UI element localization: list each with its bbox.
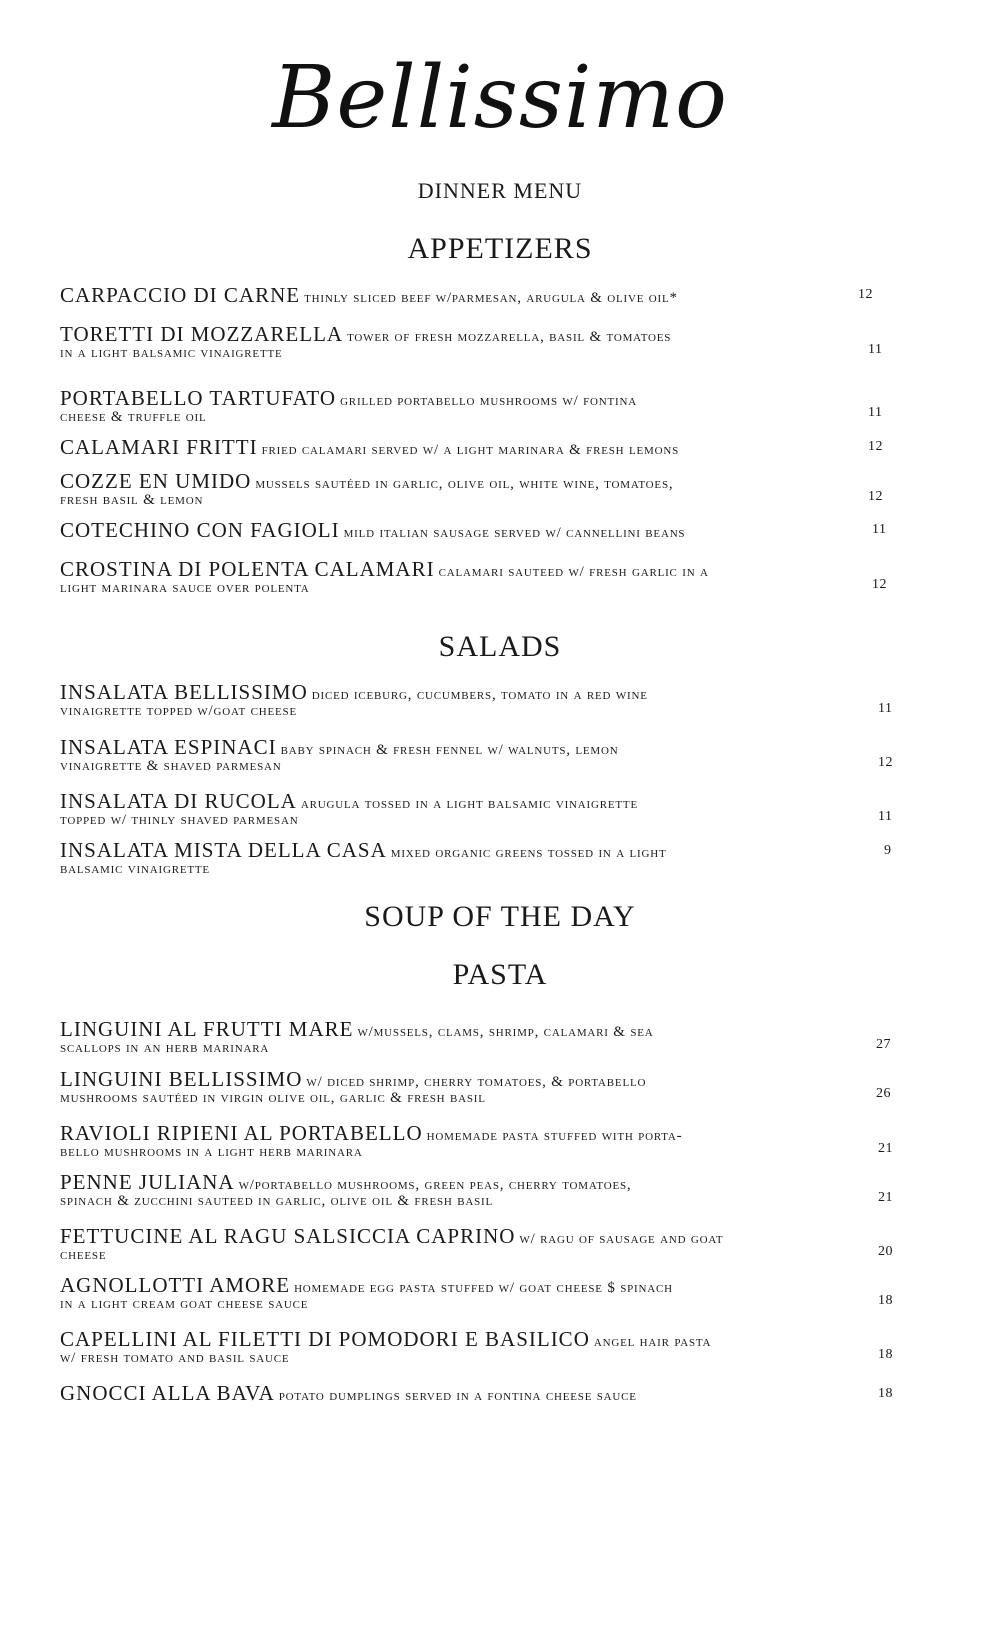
menu-item-description-cont: spinach & zucchini sauteed in garlic, olive oil & fresh basil bbox=[60, 1193, 493, 1209]
menu-item-description: w/mussels, clams, shrimp, calamari & sea bbox=[357, 1024, 654, 1040]
menu-item-description-cont: fresh basil & lemon bbox=[60, 492, 204, 508]
menu-item-price: 12 bbox=[878, 755, 893, 770]
menu-item bbox=[60, 1224, 940, 1264]
menu-item-description: baby spinach & fresh fennel w/ walnuts, lemon bbox=[280, 742, 619, 758]
menu-item-line bbox=[60, 1067, 940, 1092]
menu-item-price: 18 bbox=[878, 1347, 893, 1362]
menu-item-line bbox=[60, 322, 940, 347]
menu-item-price: 12 bbox=[868, 439, 883, 454]
menu-item-line bbox=[60, 1170, 940, 1195]
menu-item-description: tower of fresh mozzarella, basil & tomatoes bbox=[347, 329, 672, 345]
menu-item-description: thinly sliced beef w/parmesan, arugula & olive oil* bbox=[304, 290, 678, 306]
menu-item-price: 11 bbox=[878, 701, 893, 716]
section-title-pasta: PASTA bbox=[452, 958, 548, 991]
menu-item-line bbox=[60, 1327, 940, 1352]
menu-item-name: INSALATA BELLISSIMO bbox=[60, 680, 308, 704]
menu-item-price: 18 bbox=[878, 1386, 893, 1401]
menu-item bbox=[60, 1381, 940, 1406]
menu-item-description-cont: vinaigrette topped w/goat cheese bbox=[60, 703, 297, 719]
menu-item-line bbox=[60, 435, 940, 460]
menu-item-price: 9 bbox=[884, 843, 892, 858]
menu-item-price: 12 bbox=[872, 577, 887, 592]
menu-item bbox=[60, 789, 940, 829]
menu-item-name: TORETTI DI MOZZARELLA bbox=[60, 322, 344, 346]
menu-item-name: COZZE EN UMIDO bbox=[60, 469, 252, 493]
menu-item-description-cont: cheese bbox=[60, 1247, 107, 1263]
menu-item-line bbox=[60, 557, 940, 582]
menu-item-line bbox=[60, 838, 940, 863]
menu-item bbox=[60, 283, 940, 308]
menu-item-line bbox=[60, 735, 940, 760]
menu-item-description-cont: w/ fresh tomato and basil sauce bbox=[60, 1350, 290, 1366]
menu-item-description: w/ ragu of sausage and goat bbox=[519, 1231, 724, 1247]
menu-item-description: fried calamari served w/ a light marinara & fresh lemons bbox=[261, 442, 679, 458]
menu-item-description-cont: cheese & truffle oil bbox=[60, 409, 207, 425]
menu-item-line bbox=[60, 1121, 940, 1146]
menu-subtitle: DINNER MENU bbox=[417, 178, 583, 203]
menu-item-line bbox=[60, 518, 940, 543]
menu-item-description-cont: scallops in an herb marinara bbox=[60, 1040, 270, 1056]
menu-item-name: RAVIOLI RIPIENI AL PORTABELLO bbox=[60, 1121, 423, 1145]
menu-item-name: INSALATA DI RUCOLA bbox=[60, 789, 297, 813]
menu-item-name: PORTABELLO TARTUFATO bbox=[60, 386, 337, 410]
menu-item-description: w/ diced shrimp, cherry tomatoes, & portabello bbox=[306, 1074, 647, 1090]
menu-item-description-cont: bello mushrooms in a light herb marinara bbox=[60, 1144, 363, 1160]
menu-item-description: mussels sautéed in garlic, olive oil, white wine, tomatoes, bbox=[255, 476, 674, 492]
menu-item-line bbox=[60, 1381, 940, 1406]
menu-item-description: mild italian sausage served w/ cannellini beans bbox=[343, 525, 686, 541]
menu-item-description: homemade pasta stuffed with porta- bbox=[426, 1128, 683, 1144]
menu-item-description-cont: in a light cream goat cheese sauce bbox=[60, 1296, 309, 1312]
menu-item bbox=[60, 735, 940, 775]
menu-item bbox=[60, 386, 940, 426]
menu-item-name: CAPELLINI AL FILETTI DI POMODORI E BASILICO bbox=[60, 1327, 590, 1351]
menu-item-name: INSALATA MISTA DELLA CASA bbox=[60, 838, 387, 862]
menu-item-line bbox=[60, 680, 940, 705]
menu-item-price: 11 bbox=[868, 342, 883, 357]
menu-item bbox=[60, 1067, 940, 1107]
menu-item-name: AGNOLLOTTI AMORE bbox=[60, 1273, 291, 1297]
menu-item-line bbox=[60, 1224, 940, 1249]
menu-item-line bbox=[60, 1017, 940, 1042]
menu-item-description: potato dumplings served in a fontina cheese sauce bbox=[278, 1388, 637, 1404]
menu-item bbox=[60, 469, 940, 509]
menu-item-price: 27 bbox=[876, 1037, 891, 1052]
menu-item-name: COTECHINO CON FAGIOLI bbox=[60, 518, 340, 542]
menu-item-price: 11 bbox=[878, 809, 893, 824]
menu-item-price: 20 bbox=[878, 1244, 893, 1259]
menu-item-description: mixed organic greens tossed in a light bbox=[390, 845, 667, 861]
menu-item-price: 26 bbox=[876, 1086, 891, 1101]
menu-item-description: angel hair pasta bbox=[593, 1334, 712, 1350]
section-title-salads: SALADS bbox=[438, 630, 562, 663]
menu-item-description-cont: light marinara sauce over polenta bbox=[60, 580, 310, 596]
menu-item-line bbox=[60, 469, 940, 494]
menu-item-description: homemade egg pasta stuffed w/ goat cheese $ spinach bbox=[294, 1280, 673, 1296]
menu-item-line bbox=[60, 283, 940, 308]
menu-item bbox=[60, 435, 940, 460]
menu-item-name: INSALATA ESPINACI bbox=[60, 735, 277, 759]
menu-item-name: GNOCCI ALLA BAVA bbox=[60, 1381, 275, 1405]
section-title-soup: SOUP OF THE DAY bbox=[364, 900, 636, 933]
menu-item-line bbox=[60, 386, 940, 411]
menu-item bbox=[60, 557, 940, 597]
menu-item bbox=[60, 1170, 940, 1210]
menu-item-description-cont: balsamic vinaigrette bbox=[60, 861, 210, 877]
menu-item-name: CROSTINA DI POLENTA CALAMARI bbox=[60, 557, 435, 581]
menu-item-description-cont: topped w/ thinly shaved parmesan bbox=[60, 812, 299, 828]
menu-item-name: LINGUINI AL FRUTTI MARE bbox=[60, 1017, 354, 1041]
menu-item bbox=[60, 322, 940, 362]
menu-item bbox=[60, 680, 940, 720]
menu-item-description-cont: in a light balsamic vinaigrette bbox=[60, 345, 283, 361]
menu-item-description: calamari sauteed w/ fresh garlic in a bbox=[438, 564, 709, 580]
menu-item-line bbox=[60, 1273, 940, 1298]
menu-item-description-cont: mushrooms sautéed in virgin olive oil, garlic & fresh basil bbox=[60, 1090, 486, 1106]
menu-item bbox=[60, 518, 940, 543]
menu-item bbox=[60, 1121, 940, 1161]
menu-item-description: grilled portabello mushrooms w/ fontina bbox=[340, 393, 638, 409]
menu-item-price: 12 bbox=[858, 287, 873, 302]
menu-item-price: 18 bbox=[878, 1293, 893, 1308]
menu-item bbox=[60, 1327, 940, 1367]
menu-item-description: diced iceburg, cucumbers, tomato in a red wine bbox=[311, 687, 648, 703]
menu-item-description-cont: vinaigrette & shaved parmesan bbox=[60, 758, 282, 774]
menu-item bbox=[60, 1273, 940, 1313]
menu-item-name: FETTUCINE AL RAGU SALSICCIA CAPRINO bbox=[60, 1224, 516, 1248]
menu-item-price: 21 bbox=[878, 1190, 893, 1205]
menu-item-line bbox=[60, 789, 940, 814]
menu-item bbox=[60, 838, 940, 878]
section-title-appetizers: APPETIZERS bbox=[407, 232, 593, 265]
menu-item-price: 12 bbox=[868, 489, 883, 504]
restaurant-logo-text: Bellissimo bbox=[272, 48, 728, 148]
menu-item-price: 11 bbox=[872, 522, 887, 537]
menu-item-name: PENNE JULIANA bbox=[60, 1170, 235, 1194]
menu-item-price: 11 bbox=[868, 405, 883, 420]
menu-item-price: 21 bbox=[878, 1141, 893, 1156]
menu-item-name: LINGUINI BELLISSIMO bbox=[60, 1067, 303, 1091]
menu-item-description: w/portabello mushrooms, green peas, cherry tomatoes, bbox=[238, 1177, 632, 1193]
menu-item bbox=[60, 1017, 940, 1057]
menu-item-name: CARPACCIO DI CARNE bbox=[60, 283, 301, 307]
menu-item-name: CALAMARI FRITTI bbox=[60, 435, 258, 459]
menu-item-description: arugula tossed in a light balsamic vinaigrette bbox=[300, 796, 638, 812]
